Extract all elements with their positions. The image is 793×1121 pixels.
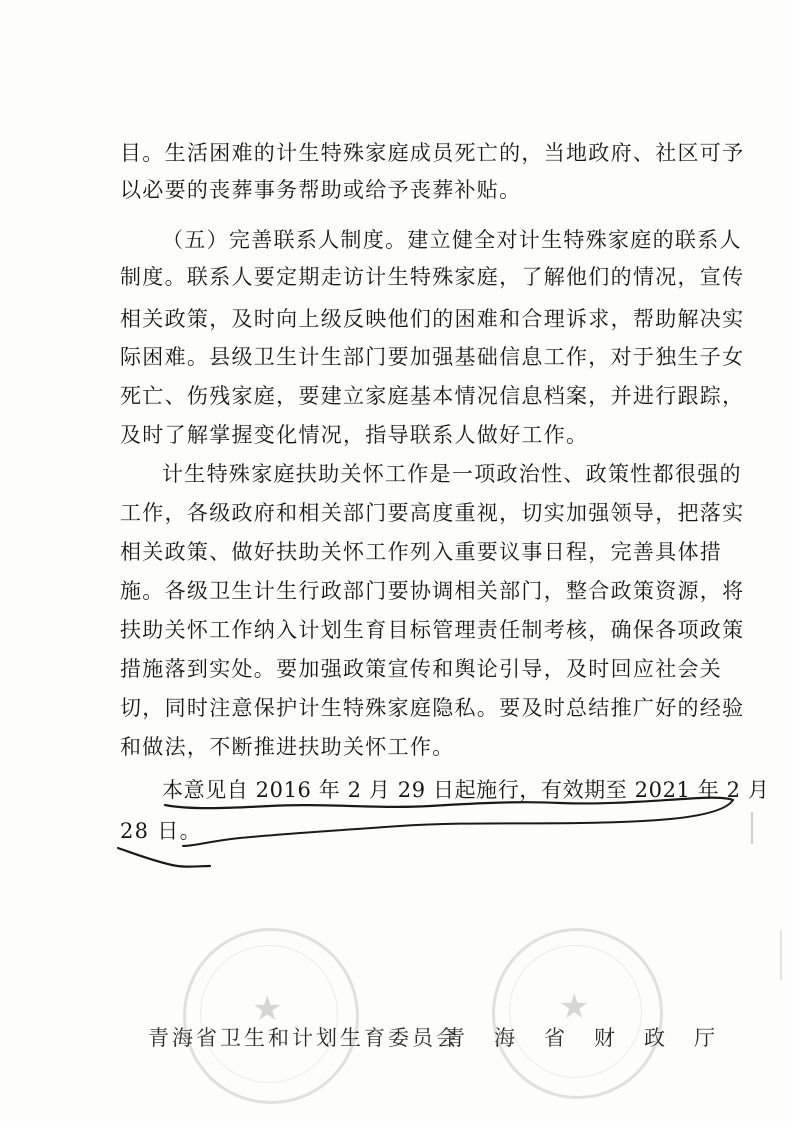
paragraph-2-line-5: 死亡、伤残家庭，要建立家庭基本情况信息档案，并进行跟踪，	[120, 384, 745, 408]
paragraph-2-line-1: （五）完善联系人制度。建立健全对计生特殊家庭的联系人	[162, 228, 742, 252]
paragraph-2-line-6: 及时了解掌握变化情况，指导联系人做好工作。	[120, 423, 589, 447]
paragraph-2-line-3: 相关政策，及时向上级反映他们的困难和合理诉求，帮助解决实	[120, 307, 745, 331]
right-official-seal: ★	[492, 928, 663, 1099]
scan-edge-mark	[751, 812, 753, 844]
paragraph-3-line-4: 施。各级卫生计生行政部门要协调相关部门，整合政策资源，将	[120, 579, 745, 603]
paragraph-3-line-7: 切，同时注意保护计生特殊家庭隐私。要及时总结推广好的经验	[120, 696, 745, 720]
scan-edge-mark	[780, 930, 782, 980]
signature-right-authority: 青 海 省 财 政 厅	[444, 1026, 719, 1050]
paragraph-3-line-5: 扶助关怀工作纳入计划生育目标管理责任制考核，确保各项政策	[120, 618, 745, 642]
paragraph-3-line-1: 计生特殊家庭扶助关怀工作是一项政治性、政策性都很强的	[162, 462, 742, 486]
paragraph-1-line-1: 目。生活困难的计生特殊家庭成员死亡的，当地政府、社区可予	[120, 141, 745, 165]
effective-date-line-1: 本意见自 2016 年 2 月 29 日起施行，有效期至 2021 年 2 月	[162, 778, 770, 802]
paragraph-1-line-2: 以必要的丧葬事务帮助或给予丧葬补贴。	[120, 178, 522, 202]
paragraph-2-line-2: 制度。联系人要定期走访计生特殊家庭，了解他们的情况，宣传	[120, 265, 745, 289]
effective-date-line-2: 28 日。	[120, 819, 202, 843]
paragraph-3-line-6: 措施落到实处。要加强政策宣传和舆论引导，及时回应社会关	[120, 657, 723, 681]
paragraph-3-line-8: 和做法，不断推进扶助关怀工作。	[120, 735, 455, 759]
left-official-seal: ★	[183, 928, 359, 1104]
paragraph-2-line-4: 际困难。县级卫生计生部门要加强基础信息工作，对于独生子女	[120, 345, 745, 369]
signature-left-authority: 青海省卫生和计划生育委员会	[148, 1026, 460, 1050]
paragraph-3-line-3: 相关政策、做好扶助关怀工作列入重要议事日程，完善具体措	[120, 540, 723, 564]
paragraph-3-line-2: 工作，各级政府和相关部门要高度重视，切实加强领导，把落实	[120, 501, 745, 525]
